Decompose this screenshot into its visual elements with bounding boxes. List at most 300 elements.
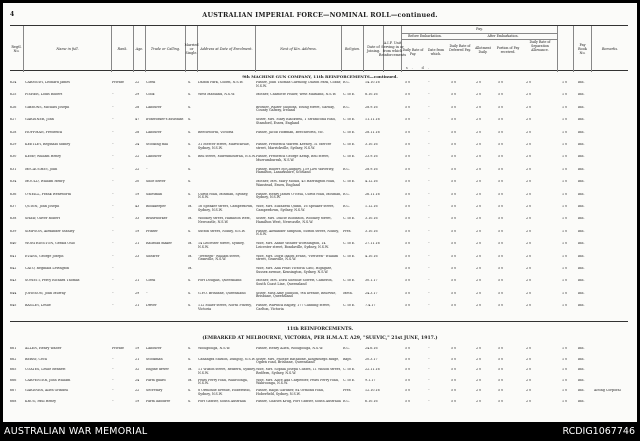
cell-kin: Father, Henry James O'Neill, Curtis road, Mosman, Sydney, N.S.W. — [256, 192, 342, 200]
cell-ms: M. — [188, 368, 193, 371]
cell-pay: " — [428, 143, 430, 146]
cell-pay: 5 0 — [451, 242, 457, 246]
cell-rel: C. of E. — [343, 143, 356, 146]
document-page — [3, 3, 637, 422]
cell-pay: 5 0 — [451, 378, 457, 382]
cell-kin: Wife, Mrs. Ada Pearl Victoria Cato, Highgate, Sussex avenue, Kensington, Sydney, N.S.W. — [256, 267, 333, 274]
allotment-label: Allotment Daily. — [475, 46, 491, 54]
cell-name: McCAUGHEY, John — [25, 167, 58, 171]
cell-name: KRUG, Paul Henry — [25, 399, 56, 403]
cell-kin: Sister, Miss Amy Johnson, 9th avenue, Bellevue, Brisbane, Queensland — [256, 291, 337, 299]
cell-pay: 2 0 — [476, 180, 482, 184]
cell-rel: R.C. — [343, 347, 350, 350]
cell-pay: 2 0 — [526, 81, 532, 84]
cell-date: 22.11.16 — [365, 368, 380, 371]
cell-date: 11.11.16 — [365, 118, 380, 122]
cell-no: 627 — [10, 118, 17, 122]
page-title: AUSTRALIAN IMPERIAL FORCE—NOMINAL ROLL—continued. — [202, 11, 438, 19]
cell-rank: " — [112, 130, 114, 134]
cell-trade: Stocking mill — [146, 143, 169, 146]
cell-trade: Printer — [146, 229, 158, 233]
cell-no: 644 — [10, 291, 17, 295]
col-name: Name in full. — [24, 26, 112, 72]
cell-pay: 5 0 — [498, 291, 504, 295]
cell-pay: 5 0 — [405, 155, 411, 159]
cell-pay: 2 0 — [526, 155, 532, 159]
cell-pay: Ind. — [578, 155, 585, 159]
cell-kin: Sister, Mrs. Dulcie Robinson, Woodley street, Hamilton West, Newcastle, N.S.W. — [256, 217, 332, 224]
cell-pay: Ind. — [578, 205, 585, 208]
roll-row — [10, 81, 628, 88]
cell-ms: S. — [188, 143, 192, 146]
cell-date: 7.4.17 — [365, 304, 376, 308]
cell-name: ALLEN, Henry Walter — [25, 347, 62, 350]
cell-rank: " — [112, 167, 114, 171]
roll-row — [10, 217, 628, 224]
cell-pay: 2 0 — [476, 389, 482, 392]
after-embarkation-label: After Embarkation. — [487, 34, 519, 38]
cell-pay: 5 0 — [498, 118, 504, 122]
roll-row — [10, 180, 628, 187]
roll-row — [10, 118, 628, 125]
cell-date: 24.6.16 — [365, 347, 378, 350]
cell-rel: C. of E. — [343, 93, 356, 97]
roll-row — [10, 368, 628, 375]
cell-ms: S. — [188, 93, 192, 97]
cell-pay: Ind. — [578, 389, 585, 392]
cell-pay: 2 0 — [476, 217, 482, 221]
cell-rel: C. of E. — [343, 378, 356, 382]
cell-trade: Labourer — [146, 347, 162, 350]
cell-ms: S. — [188, 347, 192, 350]
cell-pay: 5 0 — [498, 229, 504, 233]
cell-no: 625 — [10, 93, 17, 97]
cell-pay: 2 0 — [476, 254, 482, 258]
cell-trade: Driver — [146, 304, 157, 308]
roll-row — [10, 292, 628, 299]
cell-rel: Bapt. — [343, 357, 352, 361]
cell-date: 3.10.16 — [365, 143, 378, 146]
cell-pay: 2 0 — [526, 205, 532, 208]
cell-ms: S. — [188, 304, 192, 308]
roll-row — [10, 143, 628, 150]
cell-pay: " — [428, 167, 430, 171]
cell-rank: " — [112, 368, 114, 371]
cell-pay: Ind. — [578, 304, 585, 308]
col-unit: A.I.F. Unit Serving in or from which Reinforcements — [384, 26, 402, 72]
cell-rel: R.C. — [343, 167, 350, 171]
cell-pay: 5 0 — [405, 130, 411, 134]
cell-pay: 2 0 — [526, 192, 532, 196]
col-age: Age. — [134, 26, 146, 72]
cell-rel: C. of E. — [343, 155, 356, 159]
cell-age: 29 — [135, 93, 140, 97]
cell-pay: Ind. — [578, 93, 585, 97]
cell-pay: 5 0 — [405, 389, 411, 392]
cell-ms: S. — [188, 180, 192, 184]
cell-name: EVANS, George Joseph — [25, 254, 64, 258]
cell-rank: " — [112, 93, 114, 97]
cell-name: CARMODY, Leonard James — [25, 81, 70, 84]
cell-pay: 5 0 — [405, 399, 411, 403]
cell-trade: Secretary — [146, 389, 163, 392]
cell-age: 28 — [135, 105, 140, 109]
cell-no: 626 — [10, 105, 17, 109]
cell-pay: 1 0 — [562, 399, 568, 403]
cell-pay: Ind. — [578, 105, 585, 109]
cell-pay: Ind. — [578, 130, 585, 134]
cell-pay: " — [428, 217, 430, 221]
cell-pay: Ind. — [578, 192, 585, 196]
cell-pay: 5 0 — [451, 368, 457, 371]
cell-pay: 5 0 — [498, 347, 504, 350]
cell-no: 638 — [10, 217, 17, 221]
cell-age: 24 — [135, 378, 140, 382]
cell-pay: 5 0 — [498, 217, 504, 221]
cell-addr: Woodley street, Hamilton West, Newcastle, N.S.W. — [198, 217, 251, 224]
cell-pay: " — [428, 118, 430, 122]
cell-rank: " — [112, 180, 114, 184]
cell-pay: 5 0 — [451, 267, 457, 270]
cell-pay: 5 0 — [498, 304, 504, 308]
cell-rank: " — [112, 192, 114, 196]
cell-ms: S. — [188, 81, 192, 84]
cell-kin: Wife, Mrs. Alice Ada Carpenter, Peats Ferry road, Wahroonga, N.S.W. — [256, 378, 339, 386]
cell-ms: M. — [188, 217, 193, 221]
cell-trade: Labourer — [146, 105, 162, 109]
cell-pay: " — [428, 389, 430, 392]
cell-pay: 1 0 — [562, 130, 568, 134]
cell-pay: 5 0 — [405, 357, 411, 361]
cell-pay: 5 0 — [405, 217, 411, 221]
cell-pay: 5 0 — [451, 130, 457, 134]
cell-pay: 5 0 — [405, 205, 411, 208]
cell-pay: 2 0 — [476, 267, 482, 270]
cell-pay: Ind. — [578, 217, 585, 221]
cell-age: 19 — [135, 229, 140, 233]
cell-age: 22 — [135, 155, 140, 159]
cell-addr: Woolgoolga, N.S.W. — [198, 347, 231, 350]
cell-no: 661 — [10, 347, 17, 350]
cell-name: WORTHINGTON, Gerald Oslo — [25, 242, 75, 246]
col-remarks: Remarks. — [601, 47, 619, 51]
cell-pay: Ind. — [578, 378, 585, 382]
record-id: RCDIG1067746 — [562, 426, 635, 437]
cell-rank: " — [112, 118, 114, 122]
cell-trade: Farm guard — [146, 378, 166, 382]
cell-kin: Father, Jacob Hoffman, Beechworth, Vic. — [256, 130, 325, 134]
cell-pay: 5 0 — [451, 180, 457, 184]
cell-pay: 2 0 — [526, 130, 532, 134]
cell-rel: C. of E. — [343, 254, 356, 258]
cell-ms: S. — [188, 192, 192, 196]
cell-addr: Dalton Park, Coben, N.S.W. — [198, 81, 244, 84]
cell-date: 14.10.16 — [365, 81, 380, 84]
cell-trade: Ironworker's assistant — [146, 118, 184, 122]
cell-age: 21 — [135, 304, 140, 308]
cell-pay: 5 0 — [451, 399, 457, 403]
cell-pay: 2 0 — [476, 399, 482, 403]
cell-pay: 1 0 — [562, 217, 568, 221]
cell-pay: 5 0 — [451, 118, 457, 122]
cell-name: KEETLEY, Reginald Sidney — [25, 143, 71, 146]
cell-pay: 1 0 — [562, 167, 568, 171]
cell-age: 20 — [135, 180, 140, 184]
cell-pay: 5 0 — [451, 155, 457, 159]
cell-rank: " — [112, 143, 114, 146]
cell-pay: 5 0 — [405, 242, 411, 246]
cell-trade: Clerk — [146, 279, 156, 283]
cell-rank: Private — [112, 347, 124, 350]
cell-pay: 2 0 — [476, 357, 482, 361]
cell-pay: " — [428, 130, 430, 134]
cell-pay: 5 0 — [451, 291, 457, 295]
cell-pay: " — [428, 304, 430, 308]
cell-pay: 2 0 — [476, 229, 482, 233]
cell-pay: 1 0 — [562, 267, 568, 270]
roll-row — [10, 304, 628, 311]
cell-age: 19 — [135, 347, 140, 350]
cell-kin: Father, Warwick Bagley, 177 Canning street, Carlton, Victoria — [256, 304, 331, 311]
cell-pay: 5 0 — [498, 242, 504, 246]
cell-ms: S. — [188, 291, 192, 295]
cell-pay: 5 0 — [451, 304, 457, 308]
cell-pay: Ind. — [578, 368, 585, 371]
cell-date: 12.10.16 — [365, 389, 380, 392]
cell-pay: 2 0 — [526, 291, 532, 295]
cell-pay: 5 0 — [451, 279, 457, 283]
cell-date: 9.1.17 — [365, 378, 376, 382]
cell-pay: 5 0 — [451, 389, 457, 392]
cell-rank: Private — [112, 81, 124, 84]
cell-pay: " — [428, 180, 430, 184]
cell-pay: 2 0 — [526, 167, 532, 171]
cell-pay: 5 0 — [405, 267, 411, 270]
cell-rank: " — [112, 229, 114, 233]
cell-date: 28.9.16 — [365, 105, 378, 109]
col-married: Married or Single. — [186, 26, 198, 72]
cell-trade: Engine driver — [146, 368, 169, 371]
cell-no: 643 — [10, 279, 17, 283]
cell-ms: M. — [188, 378, 193, 382]
cell-trade: Shoe driver — [146, 180, 166, 184]
cell-addr: G.P.O. Brisbane, Queensland — [198, 291, 246, 295]
cell-pay: 5 0 — [405, 81, 411, 84]
cell-rel: C. of E. — [343, 279, 356, 283]
cell-pay: 2 0 — [476, 291, 482, 295]
cell-name: MOULD, William Henry — [25, 180, 65, 184]
cell-pay: 5 0 — [498, 357, 504, 361]
cell-pay: 2 0 — [476, 105, 482, 109]
cell-age: 28 — [135, 130, 140, 134]
cell-pay: 2 0 — [526, 143, 532, 146]
pay-label: Pay. — [476, 27, 483, 31]
roll-row — [10, 358, 628, 365]
cell-name: O'NEILL, Frank Wentworth — [25, 192, 72, 196]
cell-pay: 5 0 — [405, 291, 411, 295]
cell-pay: Ind. — [578, 279, 585, 283]
cell-ms: S. — [188, 130, 192, 134]
col-date-joining: Date of Joining. — [364, 26, 384, 72]
before-embarkation-label: Before Embarkation. — [408, 34, 442, 38]
cell-name: CATO, Reginald Levington — [25, 267, 70, 270]
cell-pay: 5 0 — [405, 304, 411, 308]
page-number: 4 — [10, 11, 15, 18]
cell-pay: " — [428, 357, 430, 361]
roll-row — [10, 267, 628, 274]
cell-kin: Mother, Mrs. Mary Mould, 45 Harrington road, Wanstead, Essex, England — [256, 180, 336, 187]
cell-pay: " — [428, 93, 430, 97]
cell-pay: 5 0 — [451, 254, 457, 258]
cell-rel: R.C. — [343, 192, 350, 196]
cell-kin: Father, Ralph Gardner, 84 Ormond road, Hoberfield, Sydney, N.S.W. — [256, 389, 324, 396]
cell-pay: Ind. — [578, 347, 585, 350]
cell-age: 21 — [135, 357, 140, 361]
cell-trade: Stockman — [146, 357, 163, 361]
cell-no: 639 — [10, 229, 17, 233]
cell-rank: " — [112, 267, 114, 270]
cell-pay: 2 0 — [526, 304, 532, 308]
cell-kin: Father, Robert McCaughey, 159 Low Waverley, Hamilton, Lanarkshire, Scotland — [256, 167, 335, 175]
cell-pay: 5 0 — [498, 368, 504, 371]
cell-pay: 2 0 — [526, 118, 532, 122]
cell-pay: " — [428, 205, 430, 208]
cell-pay: 5 0 — [451, 81, 457, 84]
cell-pay: 2 0 — [526, 105, 532, 109]
col-address: Address at Date of Enrolment. — [198, 26, 256, 72]
cell-pay: 5 0 — [405, 93, 411, 97]
col-pay-book: Pay Book No. — [574, 26, 592, 72]
cell-age: 24 — [135, 143, 140, 146]
col-regtl-no: Regtl. No. — [10, 26, 24, 72]
cell-pay: 1 0 — [562, 180, 568, 184]
cell-ms: S. — [188, 279, 192, 283]
cell-pay: 5 0 — [451, 347, 457, 350]
cell-date: 1.12.16 — [365, 205, 378, 208]
cell-pay: 5 0 — [498, 167, 504, 171]
cell-pay: 5 0 — [498, 267, 504, 270]
cell-no: 630 — [10, 155, 17, 159]
cell-name: BAGLEY, Leslie — [25, 304, 51, 308]
roll-row — [10, 230, 628, 237]
cell-no: 636 — [10, 192, 17, 196]
cell-pay: 5 0 — [451, 229, 457, 233]
cell-pay: " — [428, 267, 430, 270]
cell-rank: " — [112, 254, 114, 258]
cell-kin: Wife, Mrs. Sophia Joseph Coates, 11 Wilson street, Redfern, Sydney, N.S.W. — [256, 368, 342, 375]
cell-pay: 5 0 — [405, 118, 411, 122]
daily-rate-label: Daily Rate of Pay. — [402, 48, 424, 56]
cell-age: 19 — [135, 192, 140, 196]
cell-pay: 5 0 — [498, 143, 504, 146]
cell-no: 624 — [10, 81, 17, 84]
cell-name: QUINN, John Joseph — [25, 205, 60, 208]
cell-no: 641 — [10, 254, 17, 258]
cell-name: SHAW, Oliver Robert — [25, 217, 60, 221]
cell-rel: C. of E. — [343, 130, 356, 134]
cell-name: SOWETT, Percy Richard Thomas — [25, 279, 80, 283]
roll-row — [10, 400, 628, 407]
cell-pay: 5 0 — [405, 378, 411, 382]
cell-pay: " — [428, 368, 430, 371]
cell-pay: 2 0 — [526, 357, 532, 361]
cell-pay: 2 0 — [526, 229, 532, 233]
cell-rank: " — [112, 399, 114, 403]
cell-pay: Ind. — [578, 81, 585, 84]
cell-pay: 1 0 — [562, 304, 568, 308]
cell-date: 28.11.16 — [365, 130, 380, 134]
cell-ms: S. — [188, 399, 192, 403]
cell-pay: 1 0 — [562, 192, 568, 196]
embarkation-note: (EMBARKED AT MELBOURNE, VICTORIA, PER H.M.A.T. A29, "SUEVIC," 21st JUNE, 1917.) — [202, 336, 438, 341]
cell-pay: " — [428, 105, 430, 109]
cell-name: HOFFMAN, Frederick — [25, 130, 63, 134]
cell-addr: "Iverleen" William street, Granville, N.S.W. — [198, 254, 241, 262]
cell-pay: 5 0 — [498, 378, 504, 382]
cell-kin: Mother, Mrs. Dora Sheddle Sowett, Cameron, South Coast Line, Queensland — [256, 279, 333, 286]
cell-pay: Ind. — [578, 167, 585, 171]
cell-pay: 1 0 — [562, 242, 568, 246]
cell-pay: " — [428, 229, 430, 233]
cell-rel: R.C. — [343, 205, 350, 208]
cell-pay: 5 0 — [451, 192, 457, 196]
roll-row — [10, 93, 628, 100]
roll-row — [10, 389, 628, 396]
reinforcement-title: 11th REINFORCEMENTS. — [286, 327, 354, 332]
cell-date: 3.10.16 — [365, 217, 378, 221]
roll-row — [10, 205, 628, 212]
cell-pay: 2 0 — [476, 304, 482, 308]
cell-ms: S. — [188, 167, 192, 171]
cell-kin: Mother, Charlotte Fisher, West Maitland, N.S.W. — [256, 93, 337, 97]
cell-pay: 5 0 — [498, 105, 504, 109]
cell-age: 32 — [135, 368, 140, 371]
separation-label: Daily Rate of Separation Allowance. — [529, 40, 551, 52]
cell-addr: Beechworth, Victoria — [198, 130, 234, 134]
cell-pay: 1 0 — [562, 143, 568, 146]
roll-row — [10, 242, 628, 249]
cell-trade: " — [146, 291, 148, 295]
cell-name: KEMP, William Henry — [25, 155, 61, 159]
cell-pay: 5 0 — [405, 143, 411, 146]
cell-rank: " — [112, 357, 114, 361]
cell-rank: " — [112, 155, 114, 159]
cell-pay: 1 0 — [562, 105, 568, 109]
cell-no: 667 — [10, 389, 17, 392]
cell-pay: 2 0 — [526, 267, 532, 270]
portion-label: Portion of Pay received. — [496, 46, 520, 54]
cell-kin: Sister, Mrs. Phoebe Rathbone, Kingsburgh Ridge, Ogden road, Brisbane, Queensland — [256, 357, 340, 365]
cell-age: 19 — [135, 399, 140, 403]
cell-rank: " — [112, 205, 114, 208]
cell-pay: 1 0 — [562, 378, 568, 382]
cell-addr: 14 Leicester street, Sydney, N.S.W. — [198, 242, 245, 249]
cell-rel: Meth. — [343, 291, 353, 295]
cell-pay: 5 0 — [498, 279, 504, 283]
date-from-label: Date from which. — [427, 48, 445, 56]
cell-ms: S. — [188, 229, 192, 233]
column-header — [10, 25, 628, 71]
cell-age: 23 — [135, 254, 140, 258]
cell-pay: 2 0 — [476, 118, 482, 122]
cell-rel: Pres. — [343, 389, 352, 392]
cell-name: FISHER, Louis Robert — [25, 93, 63, 97]
cell-kin: Father, Alexander Simpson, Sutton street, Nobby, N.S.W. — [256, 229, 339, 237]
cell-kin: Wife, Mrs. Elizabeth Quinn, 16 Speaker street, Camperdown, Sydney, N.S.W. — [256, 205, 335, 212]
pay-units: s. d. — [406, 66, 433, 70]
roll-row — [10, 155, 628, 162]
cell-pay: 5 0 — [451, 217, 457, 221]
